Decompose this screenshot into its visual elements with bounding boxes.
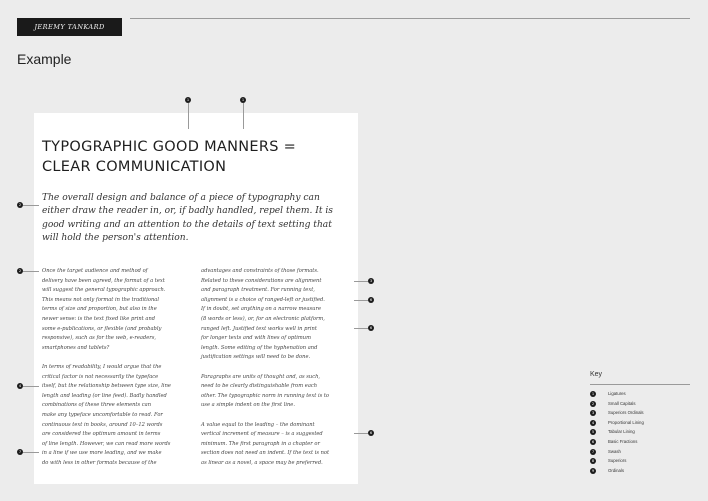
marker-badge: 6 — [369, 298, 373, 302]
marker-badge: 1 — [186, 98, 190, 102]
body-text-line: smartphones and tablets? — [42, 344, 110, 351]
key-label: Small Capitals — [608, 400, 636, 406]
page-title: Example — [17, 51, 72, 67]
body-text-line: minimum. The first paragraph in a chapter or — [201, 440, 320, 447]
specimen-lead-paragraph — [42, 192, 362, 245]
key-item — [590, 438, 690, 448]
body-text-line: A value equal to the leading – the dominant — [201, 421, 315, 428]
key-label: Proportional Lining — [608, 419, 644, 425]
body-text-line: vertical increment of measure – is a suggested — [201, 431, 323, 438]
leader-line — [23, 386, 39, 387]
body-text-line: In terms of readability, I would argue that the — [42, 363, 162, 370]
marker-badge: 4 — [18, 384, 22, 388]
body-text-line: section does not need an indent. If the text is not — [201, 450, 330, 457]
lead-line: either draw the reader in, or, if badly handled, repel them. It is — [42, 206, 333, 217]
key-marker-badge: 3 — [591, 411, 595, 416]
body-text-line: as linear as a novel, a space may be preferred. — [201, 459, 323, 466]
key-marker-badge: 4 — [591, 420, 595, 425]
body-text-line: of line length. However, we can read more words — [42, 440, 171, 447]
leader-line — [23, 452, 39, 453]
body-text-line: Related to these considerations are alignment — [201, 277, 322, 284]
paragraph-gap — [201, 363, 353, 373]
body-text-line: advantages and constraints of those formats. — [201, 268, 319, 274]
logo: JEREMY TANKARD — [17, 18, 122, 36]
leader-line — [23, 205, 39, 206]
key-item — [590, 467, 690, 477]
key-item — [590, 457, 690, 467]
key-item — [590, 400, 690, 410]
key-label: Swash — [608, 448, 621, 454]
body-text-line: newer sense: is the text fixed like print and — [42, 315, 156, 322]
key-marker-badge: 8 — [591, 459, 595, 464]
leader-line — [23, 271, 39, 272]
lead-line: will hold the person's attention. — [42, 232, 189, 243]
body-text-line: other. The typographic norm in running text is to — [201, 392, 330, 399]
header-rule — [130, 18, 690, 19]
body-text-line: make any typeface uncomfortable to read. For — [42, 411, 163, 418]
body-text-line: do with less in other formats because of the — [42, 459, 157, 466]
key-legend — [590, 371, 690, 473]
body-text-line: length and leading (or line feed). Badly handled — [42, 392, 167, 399]
leader-line — [354, 433, 368, 434]
body-text-line: critical factor is not necessarily the typeface — [42, 373, 159, 380]
paragraph-gap — [42, 353, 194, 363]
key-marker-badge: 2 — [591, 401, 595, 406]
body-text-line: Once the target audience and method of — [42, 268, 148, 274]
key-marker-badge: 9 — [591, 468, 595, 473]
key-item — [590, 448, 690, 458]
key-marker-badge: 7 — [591, 449, 595, 454]
body-text-line: in a line if we use more leading, and we make — [42, 450, 162, 457]
key-label: Superiors Ordinals — [608, 410, 644, 416]
key-item — [590, 409, 690, 419]
body-text-line: Paragraphs are units of thought and, as such, — [201, 373, 321, 380]
key-label: Tabular Lining — [608, 429, 635, 435]
body-text-line: combinations of these three elements can — [42, 402, 152, 409]
body-text-line: delivery have been agreed, the format of a text — [42, 277, 165, 284]
marker-badge: 3 — [369, 279, 373, 283]
key-label: Basic Fractions — [608, 438, 638, 444]
body-text-line: continuous text in books, around 10–12 words — [42, 421, 163, 428]
paragraph-gap — [201, 411, 353, 421]
key-label: Ordinals — [608, 467, 625, 473]
key-item — [590, 390, 690, 400]
key-rule — [590, 384, 690, 385]
body-text-line: If in doubt, set anything on a narrow measure — [201, 306, 321, 313]
marker-badge: 7 — [18, 450, 22, 454]
body-text-line: length. Some editing of the hyphenation and — [201, 344, 318, 351]
key-item — [590, 419, 690, 429]
leader-line — [243, 103, 244, 129]
key-marker-badge: 5 — [591, 430, 595, 435]
key-item — [590, 428, 690, 438]
key-marker-badge: 6 — [591, 439, 595, 444]
marker-badge: 2 — [18, 203, 22, 207]
leader-line — [188, 103, 189, 129]
headline-line: CLEAR COMMUNICATION — [42, 159, 227, 175]
marker-badge: 2 — [18, 269, 22, 273]
body-text-line: are considered the optimum amount in terms — [42, 431, 161, 438]
lead-line: good writing and an attention to the details of text setting that — [42, 219, 332, 230]
specimen-headline — [42, 137, 342, 177]
body-text-line: (8 words or less), or, for an electronic platform, — [201, 315, 325, 322]
body-text-line: This means not only format in the traditional — [42, 296, 159, 303]
body-text-line: justification settings will need to be done. — [201, 354, 311, 361]
body-text-line: need to be clearly distinguishable from each — [201, 383, 318, 390]
key-label: Ligatures — [608, 391, 626, 396]
lead-line: The overall design and balance of a piece of typography can — [42, 193, 320, 203]
body-text-line: alignment is a choice of ranged-left or justified. — [201, 296, 325, 303]
body-text-line: some e-publications, or flexible (and probably — [42, 325, 162, 332]
key-label: Superiors — [608, 458, 627, 464]
marker-badge: 1 — [241, 98, 245, 102]
leader-line — [354, 328, 368, 329]
body-column-right — [201, 267, 353, 468]
body-text-line: terms of size and proportion, but also in the — [42, 306, 157, 313]
body-text-line: will suggest the general typographic approach. — [42, 287, 166, 294]
leader-line — [354, 281, 368, 282]
body-text-line: and paragraph treatment. For running text, — [201, 287, 315, 294]
body-text-line: for longer texts and with lines of optimum — [201, 335, 311, 342]
marker-badge: 6 — [369, 326, 373, 330]
key-marker-badge: 1 — [591, 392, 595, 396]
key-title: Key — [590, 371, 603, 378]
leader-line — [354, 300, 368, 301]
body-text-line: ranged left. Justified text works well in print — [201, 325, 317, 332]
body-text-line: responsive), such as for the web, e-readers, — [42, 335, 156, 342]
body-text-line: use a simple indent on the first line. — [201, 402, 295, 409]
headline-line: TYPOGRAPHIC GOOD MANNERS = — [42, 139, 297, 155]
key-list — [590, 390, 690, 476]
body-text-line: itself, but the relationship between type size, line — [42, 383, 171, 390]
marker-badge: 6 — [369, 431, 373, 435]
body-column-left — [42, 267, 194, 468]
